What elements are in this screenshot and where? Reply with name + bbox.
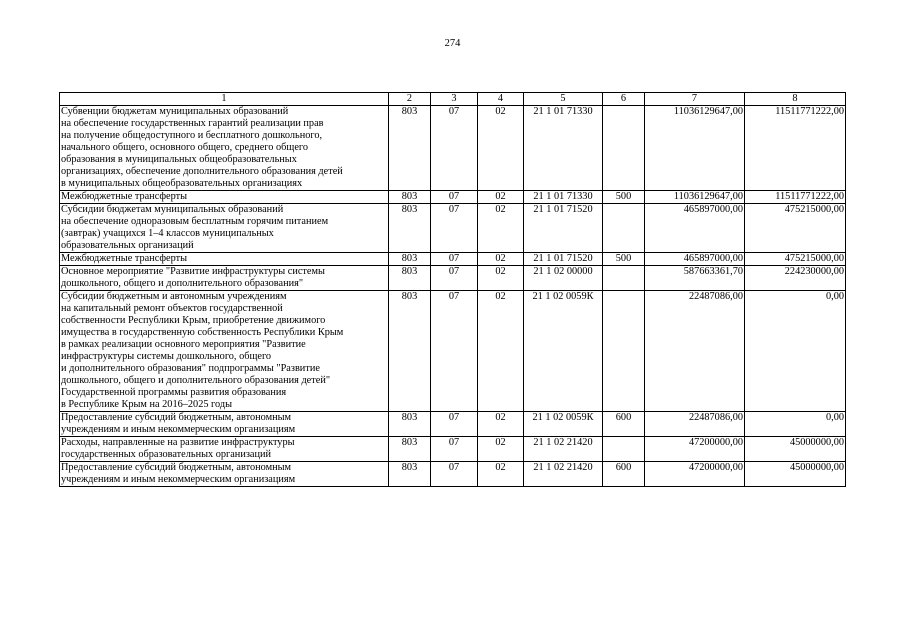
amount-col8-cell: 45000000,00 [745, 462, 846, 487]
column-header: 5 [524, 93, 603, 106]
amount-col8-cell: 11511771222,00 [745, 106, 846, 191]
amount-col8-cell: 475215000,00 [745, 253, 846, 266]
ministry-code-cell: 803 [389, 462, 431, 487]
section-cell: 07 [431, 191, 478, 204]
amount-col8-cell: 0,00 [745, 412, 846, 437]
section-cell: 07 [431, 412, 478, 437]
row-name-cell: Основное мероприятие "Развитие инфраструктуры системы дошкольного, общего и дополнительного образования" [60, 266, 389, 291]
section-cell: 07 [431, 204, 478, 253]
ministry-code-cell: 803 [389, 106, 431, 191]
target-article-cell: 21 1 02 21420 [524, 462, 603, 487]
table-row [60, 106, 846, 191]
ministry-code-cell: 803 [389, 204, 431, 253]
target-article-cell: 21 1 02 21420 [524, 437, 603, 462]
ministry-code-cell: 803 [389, 253, 431, 266]
expense-type-cell: 500 [603, 253, 645, 266]
amount-col8-cell: 0,00 [745, 291, 846, 412]
ministry-code-cell: 803 [389, 191, 431, 204]
amount-col7-cell: 47200000,00 [645, 437, 745, 462]
amount-col8-cell: 224230000,00 [745, 266, 846, 291]
expense-type-cell: 600 [603, 462, 645, 487]
column-header: 8 [745, 93, 846, 106]
table-row [60, 253, 846, 266]
amount-col8-cell: 475215000,00 [745, 204, 846, 253]
target-article-cell: 21 1 01 71520 [524, 253, 603, 266]
target-article-cell: 21 1 01 71330 [524, 191, 603, 204]
page-number: 274 [444, 38, 461, 49]
table-row [60, 266, 846, 291]
ministry-code-cell: 803 [389, 412, 431, 437]
target-article-cell: 21 1 02 00000 [524, 266, 603, 291]
section-cell: 07 [431, 462, 478, 487]
expense-type-cell [603, 437, 645, 462]
row-name-cell: Предоставление субсидий бюджетным, автономным учреждениям и иным некоммерческим организациям [60, 412, 389, 437]
amount-col7-cell: 11036129647,00 [645, 106, 745, 191]
section-cell: 07 [431, 106, 478, 191]
target-article-cell: 21 1 01 71520 [524, 204, 603, 253]
section-cell: 07 [431, 291, 478, 412]
row-name-cell: Субсидии бюджетным и автономным учреждениям на капитальный ремонт объектов государственной собственности Республики Крым, приобретение движимого имущества в государственную собственность Республики Крым в рамках реализации основного мероприятия "Развитие инфраструктуры системы дошкольного, общего и дополнительного образования" подпрограммы "Развитие дошкольного, общего и дополнительного образования детей" Государственной программы развития образования в Республике Крым на 2016–2025 годы [60, 291, 389, 412]
column-header: 3 [431, 93, 478, 106]
expense-type-cell [603, 266, 645, 291]
table-row [60, 291, 846, 412]
table-row [60, 462, 846, 487]
column-header: 2 [389, 93, 431, 106]
amount-col7-cell: 465897000,00 [645, 253, 745, 266]
amount-col7-cell: 587663361,70 [645, 266, 745, 291]
row-name-cell: Субвенции бюджетам муниципальных образований на обеспечение государственных гарантий реализации прав на получение общедоступного и бесплатного дошкольного, начального общего, основного общего, среднего общего образования в муниципальных общеобразовательных организациях, обеспечение дополнительного образования детей в муниципальных общеобразовательных организациях [60, 106, 389, 191]
subsection-cell: 02 [478, 291, 524, 412]
subsection-cell: 02 [478, 462, 524, 487]
table-row [60, 191, 846, 204]
table-row [60, 412, 846, 437]
subsection-cell: 02 [478, 106, 524, 191]
subsection-cell: 02 [478, 437, 524, 462]
amount-col7-cell: 465897000,00 [645, 204, 745, 253]
expense-type-cell [603, 106, 645, 191]
row-name-cell: Межбюджетные трансферты [60, 191, 389, 204]
ministry-code-cell: 803 [389, 437, 431, 462]
subsection-cell: 02 [478, 204, 524, 253]
ministry-code-cell: 803 [389, 291, 431, 412]
row-name-cell: Межбюджетные трансферты [60, 253, 389, 266]
table-row [60, 437, 846, 462]
column-header: 1 [60, 93, 389, 106]
ministry-code-cell: 803 [389, 266, 431, 291]
amount-col7-cell: 22487086,00 [645, 412, 745, 437]
amount-col7-cell: 47200000,00 [645, 462, 745, 487]
header-row [60, 93, 846, 106]
subsection-cell: 02 [478, 412, 524, 437]
amount-col8-cell: 11511771222,00 [745, 191, 846, 204]
target-article-cell: 21 1 01 71330 [524, 106, 603, 191]
amount-col7-cell: 22487086,00 [645, 291, 745, 412]
column-header: 6 [603, 93, 645, 106]
row-name-cell: Предоставление субсидий бюджетным, автономным учреждениям и иным некоммерческим организациям [60, 462, 389, 487]
subsection-cell: 02 [478, 191, 524, 204]
subsection-cell: 02 [478, 266, 524, 291]
expense-type-cell: 600 [603, 412, 645, 437]
target-article-cell: 21 1 02 0059К [524, 291, 603, 412]
subsection-cell: 02 [478, 253, 524, 266]
expense-type-cell [603, 204, 645, 253]
row-name-cell: Расходы, направленные на развитие инфраструктуры государственных образовательных организаций [60, 437, 389, 462]
section-cell: 07 [431, 266, 478, 291]
amount-col8-cell: 45000000,00 [745, 437, 846, 462]
column-header: 7 [645, 93, 745, 106]
target-article-cell: 21 1 02 0059К [524, 412, 603, 437]
budget-table [59, 92, 846, 487]
column-header: 4 [478, 93, 524, 106]
amount-col7-cell: 11036129647,00 [645, 191, 745, 204]
section-cell: 07 [431, 437, 478, 462]
expense-type-cell [603, 291, 645, 412]
section-cell: 07 [431, 253, 478, 266]
row-name-cell: Субсидии бюджетам муниципальных образований на обеспечение одноразовым бесплатным горячим питанием (завтрак) учащихся 1–4 классов муниципальных образовательных организаций [60, 204, 389, 253]
expense-type-cell: 500 [603, 191, 645, 204]
table-row [60, 204, 846, 253]
